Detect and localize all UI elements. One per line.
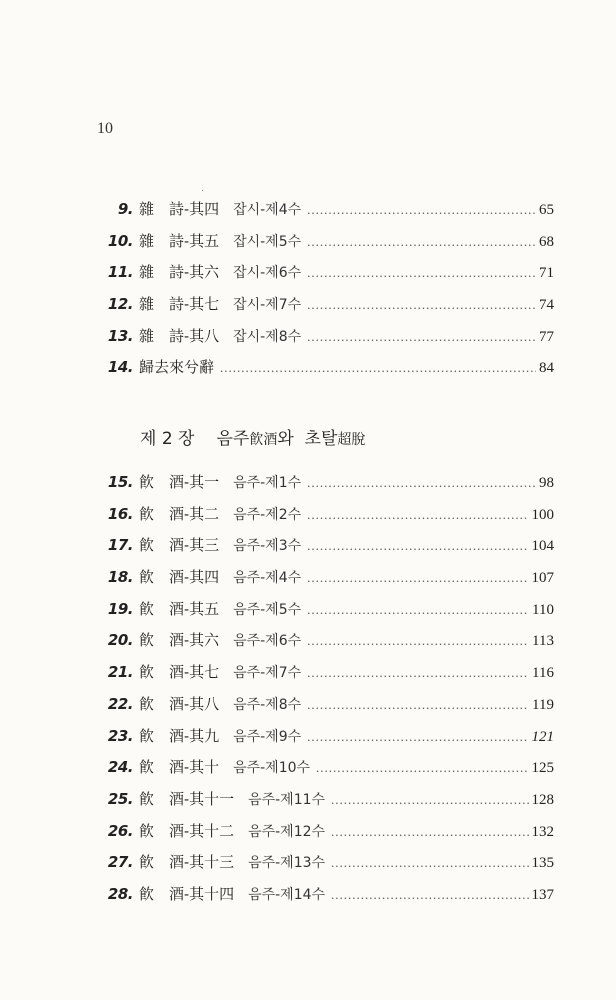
entry-number: 20. [107, 631, 133, 650]
chapter-title-hanja-2: 超脫 [337, 432, 366, 448]
entry-title: 飮 酒-其五 [139, 599, 220, 618]
entry-title: 飮 酒-其四 [139, 568, 220, 587]
entry-number: 28. [107, 884, 133, 903]
entry-page: 119 [532, 696, 554, 713]
entry-number: 10. [107, 231, 133, 250]
entry-number: 18. [107, 568, 133, 587]
toc-entry[interactable] [100, 293, 554, 325]
entry-title: 雜 詩-其六 [139, 263, 220, 282]
toc-entry[interactable] [100, 693, 554, 725]
chapter-heading [140, 424, 365, 449]
entry-title: 飮 酒-其九 [139, 726, 220, 745]
entry-subtitle: 음주-제8수 [233, 696, 302, 713]
entry-subtitle: 잡시-제8수 [233, 328, 302, 345]
toc-entry[interactable] [100, 356, 554, 388]
entry-title: 雜 詩-其七 [139, 295, 220, 314]
toc-entry[interactable] [100, 756, 554, 788]
entry-number: 15. [107, 473, 133, 491]
entry-title: 飮 酒-其一 [139, 473, 220, 491]
entry-page: 121 [531, 728, 554, 745]
entry-page: 125 [531, 760, 554, 777]
leader-dots [331, 824, 528, 840]
entry-title: 歸去來兮辭 [139, 358, 215, 377]
entry-subtitle: 잡시-제5수 [233, 233, 302, 250]
leader-dots [307, 234, 536, 250]
entry-page: 77 [539, 328, 554, 345]
leader-dots [316, 760, 528, 776]
leader-dots [307, 202, 536, 218]
entry-number: 25. [107, 789, 133, 808]
toc-entry[interactable] [100, 566, 554, 598]
leader-dots [307, 475, 536, 491]
toc-entry[interactable] [100, 503, 554, 535]
chapter-title-ko-2: 와 초탈 [277, 429, 338, 449]
toc-entry[interactable] [100, 534, 554, 566]
entry-subtitle: 음주-제7수 [233, 665, 302, 682]
entry-subtitle: 음주-제2수 [233, 506, 302, 523]
toc-entry[interactable] [100, 629, 554, 661]
entry-page: 104 [531, 538, 554, 555]
leader-dots [307, 538, 528, 554]
entry-title: 飮 酒-其七 [139, 663, 220, 682]
entry-number: 14. [107, 358, 133, 377]
entry-page: 65 [539, 202, 554, 218]
entry-number: 24. [107, 758, 133, 777]
leader-dots [307, 602, 529, 618]
entry-subtitle: 음주-제6수 [233, 633, 302, 650]
entry-page: 84 [539, 360, 554, 377]
entry-number: 16. [107, 504, 133, 523]
entry-number: 11. [107, 263, 133, 282]
toc-entry[interactable] [100, 661, 554, 693]
leader-dots [307, 570, 528, 586]
entry-title: 雜 詩-其四 [139, 200, 220, 218]
entry-title: 飮 酒-其十三 [139, 853, 235, 872]
leader-dots [307, 265, 536, 281]
entry-title: 飮 酒-其十二 [139, 821, 235, 840]
entry-number: 21. [107, 663, 133, 682]
chapter-title-hanja-1: 飮酒 [249, 432, 278, 448]
entry-subtitle: 음주-제9수 [233, 728, 302, 745]
entry-title: 飮 酒-其十一 [139, 789, 235, 808]
toc-entry[interactable] [100, 788, 554, 820]
toc-entry[interactable] [100, 198, 554, 230]
entry-page: 113 [532, 633, 554, 650]
entry-page: 132 [531, 823, 554, 840]
page-number: 10 [97, 120, 113, 137]
entry-subtitle: 음주-제10수 [233, 760, 311, 777]
leader-dots [307, 507, 528, 523]
toc-section-2 [100, 471, 554, 915]
leader-dots [307, 329, 536, 345]
chapter-label: 제 2 장 [140, 429, 195, 449]
leader-dots [331, 792, 528, 808]
entry-subtitle: 음주-제11수 [248, 791, 326, 808]
entry-number: 17. [107, 536, 133, 555]
toc-entry[interactable] [100, 820, 554, 852]
toc-entry[interactable] [100, 598, 554, 630]
entry-number: 27. [107, 853, 133, 872]
entry-subtitle: 음주-제13수 [248, 855, 326, 872]
paper-speck [202, 190, 203, 191]
entry-number: 22. [107, 694, 133, 713]
entry-subtitle: 잡시-제6수 [233, 265, 302, 282]
toc-entry[interactable] [100, 725, 554, 757]
entry-page: 137 [531, 886, 554, 903]
leader-dots [307, 297, 536, 313]
leader-dots [307, 665, 529, 681]
entry-title: 雜 詩-其八 [139, 326, 220, 345]
entry-title: 雜 詩-其五 [139, 231, 220, 250]
entry-title: 飮 酒-其三 [139, 536, 220, 555]
entry-subtitle: 음주-제1수 [233, 475, 302, 491]
entry-title: 飮 酒-其二 [139, 504, 220, 523]
entry-page: 135 [531, 855, 554, 872]
entry-page: 100 [531, 506, 554, 523]
entry-number: 23. [107, 726, 133, 745]
entry-page: 98 [539, 475, 554, 491]
leader-dots [220, 360, 536, 376]
entry-page: 68 [539, 233, 554, 250]
entry-number: 26. [107, 821, 133, 840]
entry-subtitle: 잡시-제7수 [233, 297, 302, 314]
toc-entry[interactable] [100, 261, 554, 293]
entry-page: 128 [531, 791, 554, 808]
entry-subtitle: 음주-제3수 [233, 538, 302, 555]
toc-entry[interactable] [100, 325, 554, 357]
chapter-title-ko-1: 음주 [216, 429, 250, 449]
entry-subtitle: 음주-제12수 [248, 823, 326, 840]
entry-subtitle: 잡시-제4수 [233, 202, 302, 218]
leader-dots [307, 729, 528, 745]
entry-number: 12. [107, 295, 133, 314]
leader-dots [307, 633, 529, 649]
entry-page: 107 [531, 570, 554, 587]
entry-number: 19. [107, 599, 133, 618]
entry-page: 116 [532, 665, 554, 682]
entry-title: 飮 酒-其十四 [139, 884, 235, 903]
entry-subtitle: 음주-제14수 [248, 886, 326, 903]
toc-entry[interactable] [100, 851, 554, 883]
toc-entry[interactable] [100, 230, 554, 262]
toc-entry[interactable] [100, 883, 554, 915]
entry-page: 71 [539, 265, 554, 282]
entry-page: 110 [532, 601, 554, 618]
entry-number: 9. [117, 200, 133, 218]
entry-title: 飮 酒-其十 [139, 758, 220, 777]
entry-subtitle: 음주-제4수 [233, 570, 302, 587]
toc-section-1 [100, 198, 554, 388]
leader-dots [331, 855, 528, 871]
entry-subtitle: 음주-제5수 [233, 601, 302, 618]
entry-title: 飮 酒-其八 [139, 694, 220, 713]
entry-title: 飮 酒-其六 [139, 631, 220, 650]
leader-dots [307, 697, 529, 713]
leader-dots [331, 887, 528, 903]
entry-number: 13. [107, 326, 133, 345]
toc-entry[interactable] [100, 471, 554, 503]
entry-page: 74 [539, 297, 554, 314]
